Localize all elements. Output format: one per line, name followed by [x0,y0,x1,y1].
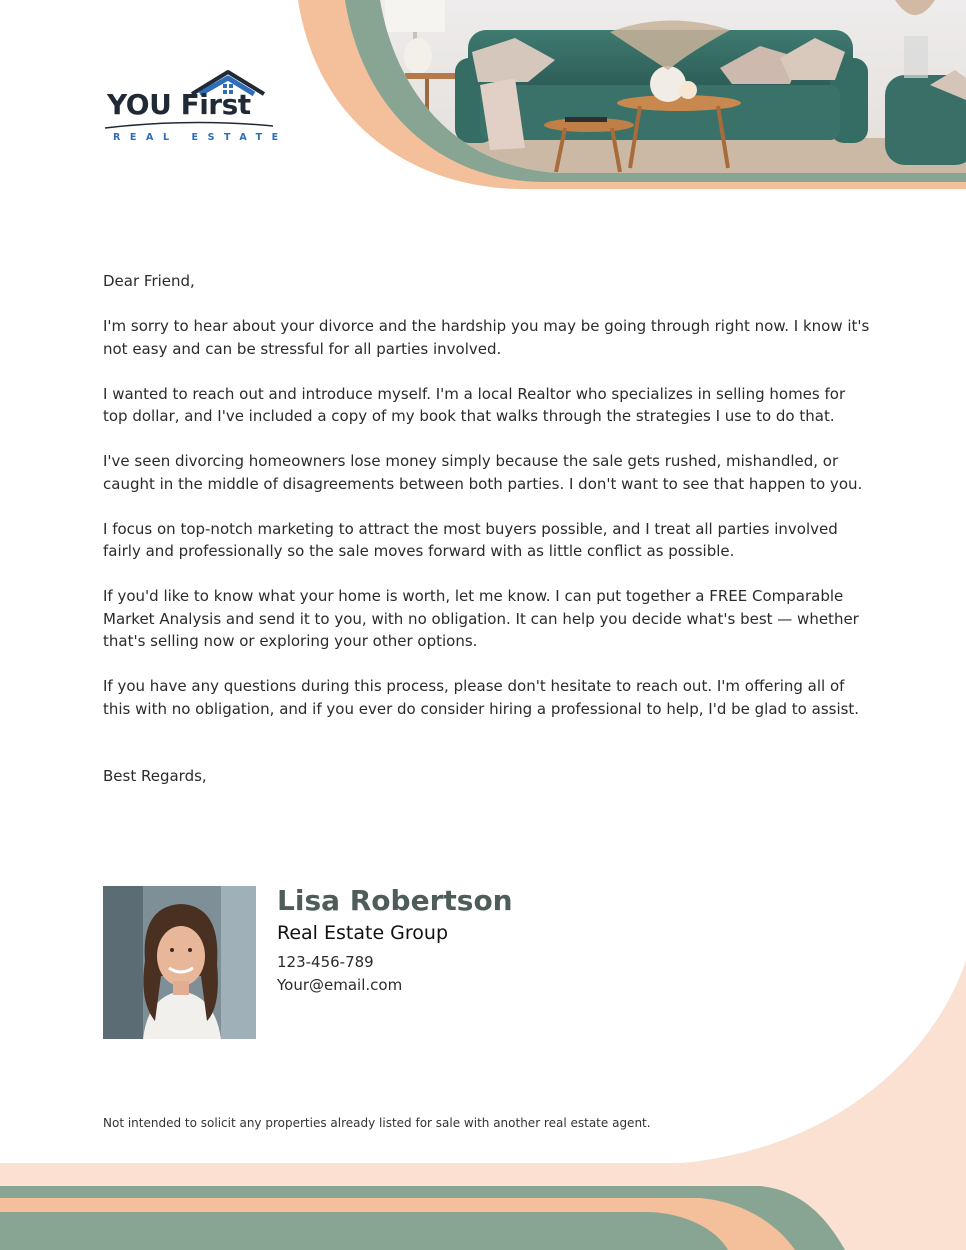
letter-paragraph: I'm sorry to hear about your divorce and the hardship you may be going through right now. I know it's not easy and can be stressful for all parties involved. [103,316,870,358]
letter-paragraph: If you have any questions during this process, please don't hesitate to reach out. I'm offering all of this with no obligation, and if you ever do consider hiring a professional to help, I'd be glad to assist. [103,677,860,719]
logo-tagline: REAL ESTATE [113,132,288,143]
agent-photo [103,886,256,1039]
logo-swoosh [103,120,275,130]
agent-phone[interactable]: 123-456-789 [277,953,374,971]
company-logo [103,68,288,148]
agent-company: Real Estate Group [277,922,449,944]
agent-email[interactable]: Your@email.com [277,976,403,994]
letter-paragraph: I focus on top-notch marketing to attract the most buyers possible, and I treat all parties involved fairly and professionally so the sale moves forward with as little conflict as possible. [103,519,838,561]
agent-name: Lisa Robertson [277,884,513,917]
letter-body [103,270,873,810]
letter-closing: Best Regards, [103,766,207,785]
logo-title: YOU First [107,88,251,121]
letter-greeting: Dear Friend, [103,272,195,290]
letter-paragraph: If you'd like to know what your home is worth, let me know. I can put together a FREE Comparable Market Analysis and send it to you, with no obligation. It can help you decide what's best — whether that's selling now or exploring your other options. [103,587,859,651]
letter-paragraph: I've seen divorcing homeowners lose money simply because the sale gets rushed, mishandled, or caught in the middle of disagreements between both parties. I don't want to see that happen to you. [103,452,863,493]
letter-paragraph: I wanted to reach out and introduce myself. I'm a local Realtor who specializes in selling homes for top dollar, and I've included a copy of my book that walks through the strategies I use to do that. [103,384,846,426]
disclaimer: Not intended to solicit any properties already listed for sale with another real estate agent. [103,1116,651,1130]
